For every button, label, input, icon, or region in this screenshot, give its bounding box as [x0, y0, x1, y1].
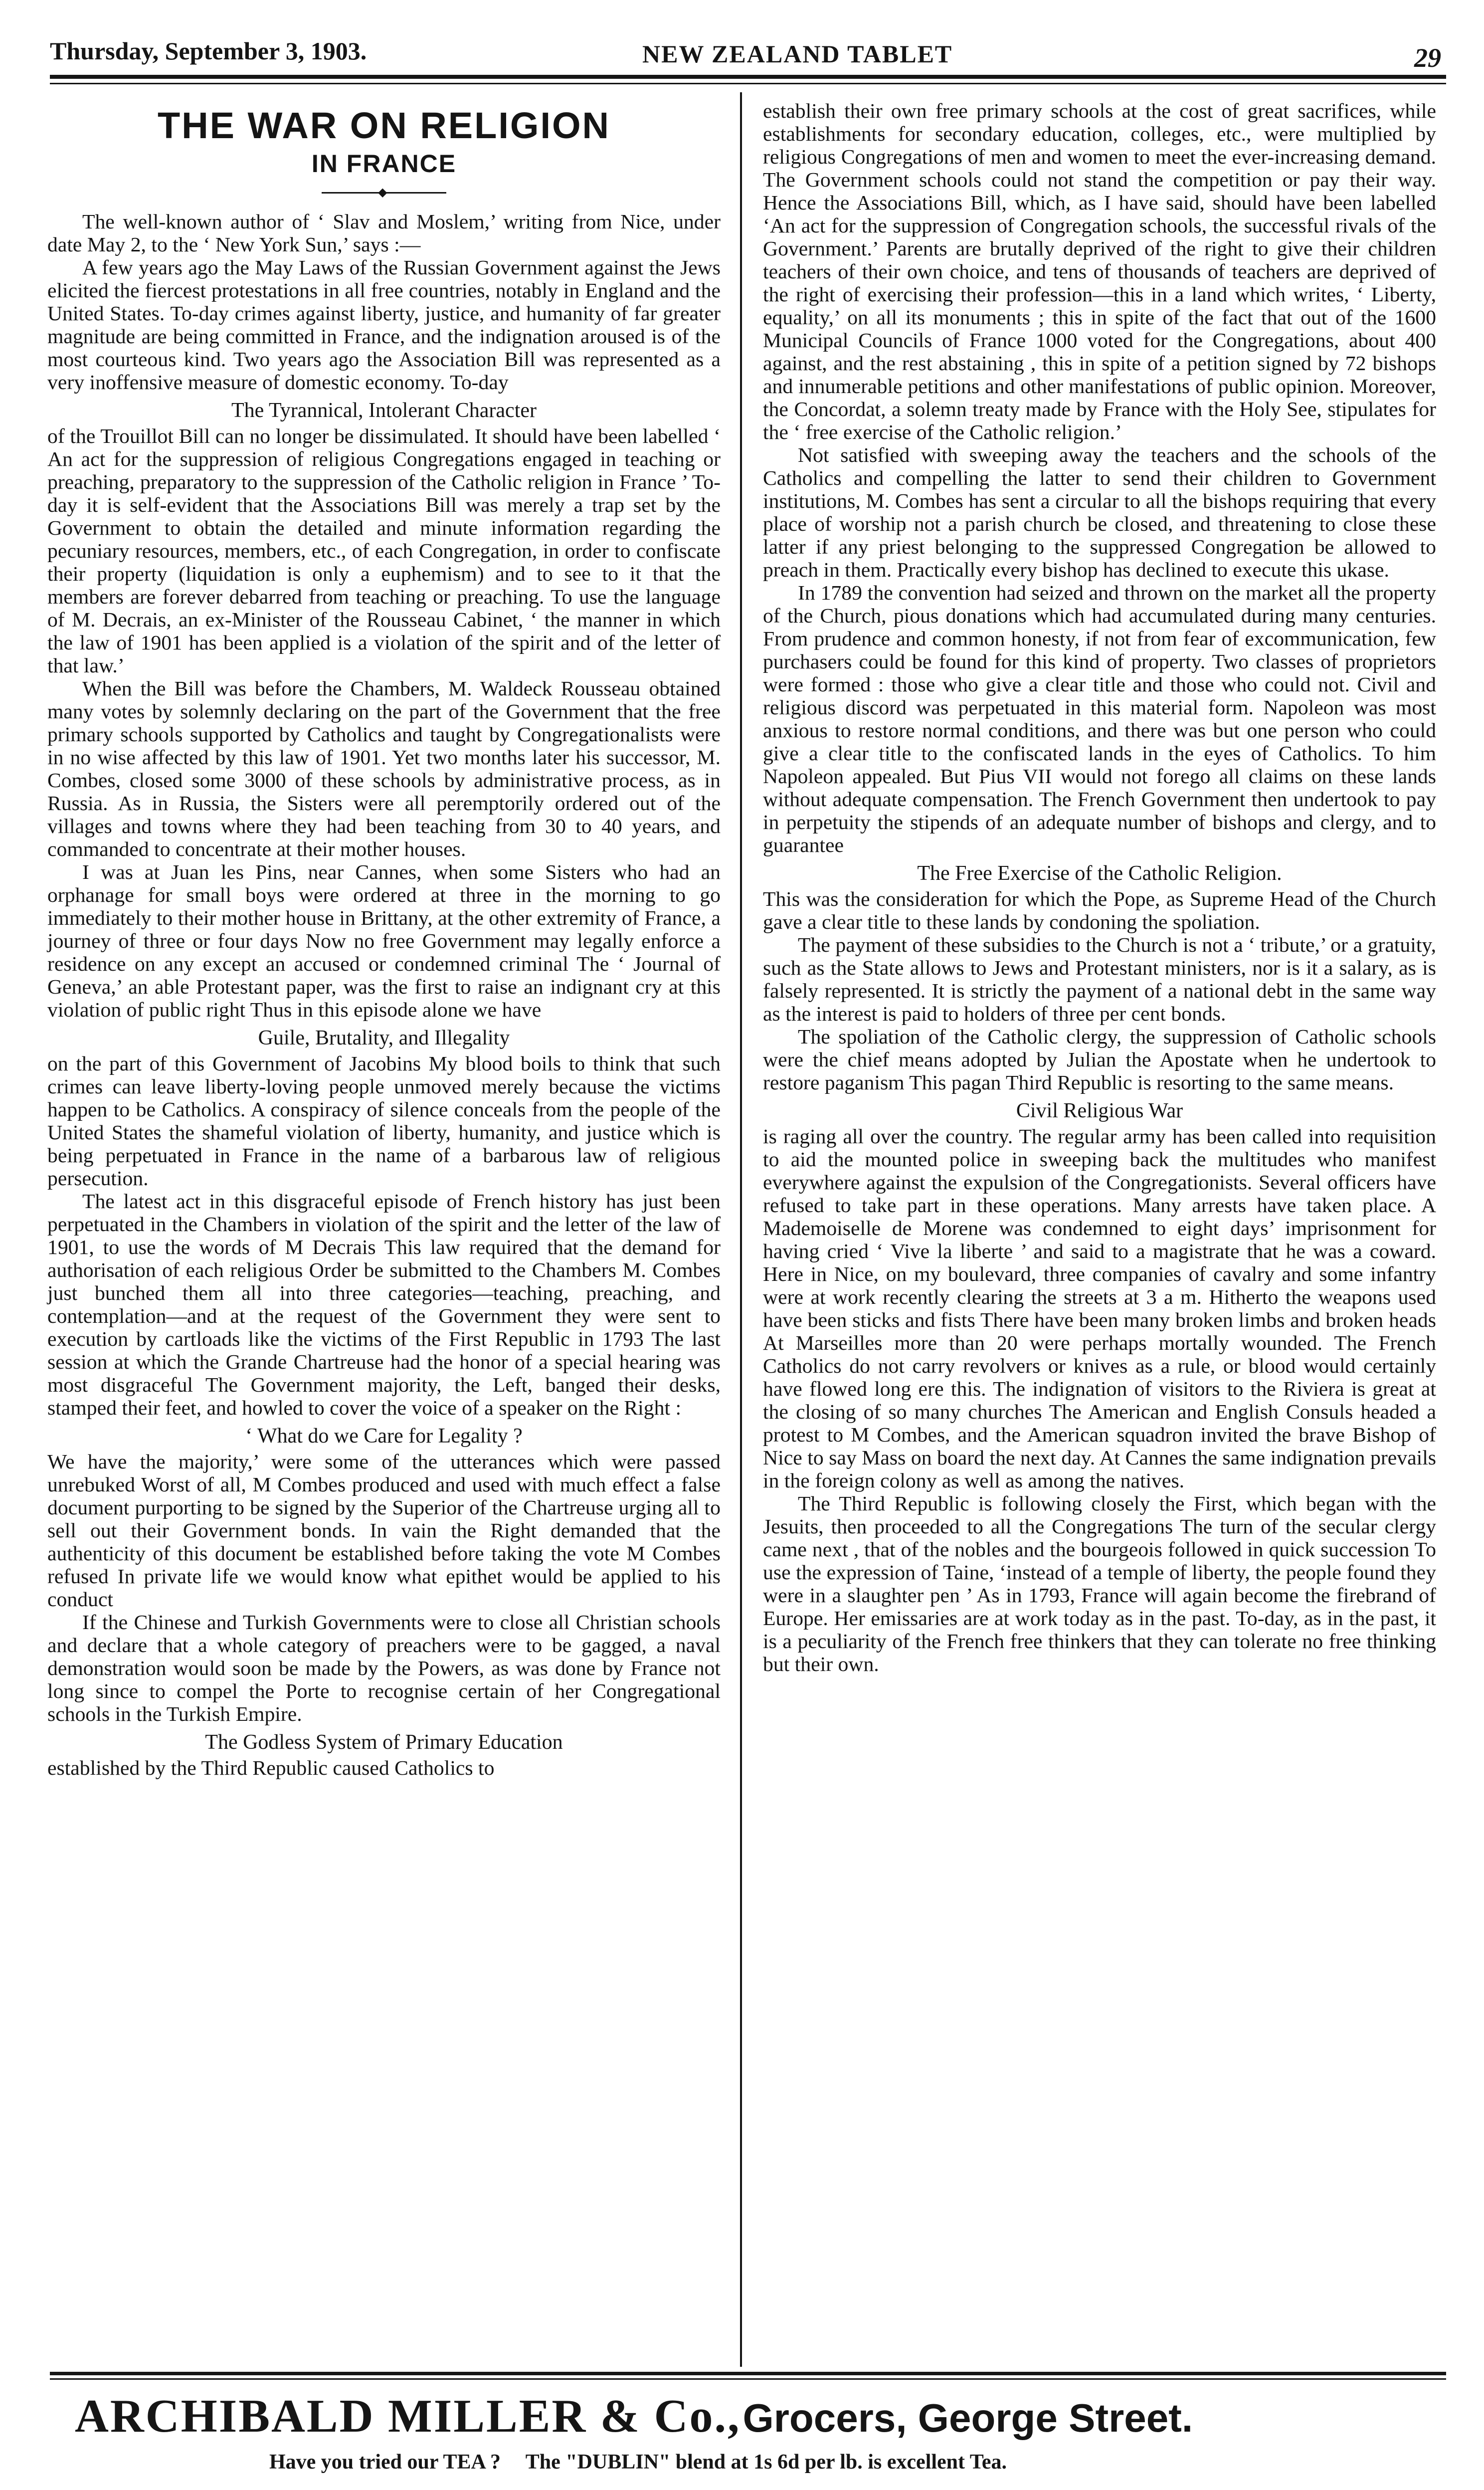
advertisement-banner: [75, 2389, 1421, 2444]
article-paragraph: The payment of these subsidies to the Church is not a ‘ tribute,’ or a gratuity, such as the State allows to Jews and Protestant ministers, nor is it a salary, as is falsely represented. It is strictly the payment of a national debt in the same way as the interest is paid to holders of three per cent bonds.: [763, 934, 1436, 1026]
article-title: THE WAR ON RELIGION: [158, 105, 610, 146]
article-paragraph: I was at Juan les Pins, near Cannes, when some Sisters who had an orphanage for small boys were ordered at three in the morning to go immediately to their mother house in Brittany, at the other extremity of France, a journey of three or four days Now no free Government may legally enforce a residence on any except an accused or condemned criminal The ‘ Journal of Geneva,’ an able Protestant paper, was the first to raise an indignant cry at this violation of public right Thus in this episode alone we have: [47, 861, 721, 1022]
advert-tagline: [269, 2450, 1027, 2474]
article-paragraph: of the Trouillot Bill can no longer be dissimulated. It should have been labelled ‘ An act for the suppression of religious Congregations engaged in teaching or preaching, preparatory to the suppression of the Catholic religion in France ’ To-day it is self-evident that the Associations Bill was merely a trap set by the Government to obtain the detailed and minute information regarding the pecuniary resources, members, etc., of each Congregation, in order to confiscate their property (liquidation is only a euphemism) and to see to it that the members are forever debarred from teaching or preaching. To use the language of M. Decrais, an ex-Minister of the Rousseau Cabinet, ‘ the manner in which the law of 1901 has been applied is a violation of the spirit and of the letter of that law.’: [47, 425, 721, 677]
article-paragraph: We have the majority,’ were some of the utterances which were passed unrebuked Worst of all, M Combes produced and used with much effect a false document purporting to be signed by the Superior of the Chartreuse urging all to sell out their Government bonds. In vain the Right demanded that the authenticity of this document be established before taking the vote M Combes refused In private life we would know what epithet would be applied to his conduct: [47, 1451, 721, 1611]
advert-rule-thin: [50, 2378, 1446, 2380]
article-paragraph: When the Bill was before the Chambers, M. Waldeck Rousseau obtained many votes by solemnly declaring on the part of the Government that the free primary schools supported by Catholics and taught by Congregationalists were in no wise affected by this law of 1901. Yet two months later his successor, M. Combes, closed some 3000 of these schools by administrative process, as in Russia. As in Russia, the Sisters were all peremptorily ordered out of the villages and towns where they had been teaching from 30 to 40 years, and commanded to concentrate at their mother houses.: [47, 677, 721, 861]
ornament-diamond-icon: ◆: [378, 186, 387, 199]
advert-rule-thick: [50, 2372, 1446, 2375]
article-paragraph: The spoliation of the Catholic clergy, the suppression of Catholic schools were the chief means adopted by Julian the Apostate when he undertook to restore paganism This pagan Third Republic is resorting to the same means.: [763, 1026, 1436, 1094]
left-column: [47, 100, 721, 1780]
article-paragraph: The Third Republic is following closely the First, which began with the Jesuits, then proceeded to all the Congregations The turn of the secular clergy came next , that of the nobles and the bourgeois followed in quick succession To use the expression of Taine, ‘instead of a temple of liberty, the people found they were in a slaughter pen ’ As in 1793, France will again become the firebrand of Europe. Her emissaries are at work today as in the past. To-day, as in the past, it is a peculiarity of the French free thinkers that they can tolerate no free thinking but their own.: [763, 1492, 1436, 1676]
section-subheading: Civil Religious War: [1016, 1099, 1183, 1122]
section-subheading: Guile, Brutality, and Illegality: [258, 1027, 510, 1049]
article-subtitle: IN FRANCE: [311, 150, 457, 178]
section-subheading: The Godless System of Primary Education: [205, 1731, 563, 1754]
masthead-rule-thick: [50, 75, 1446, 79]
article-paragraph: established by the Third Republic caused Catholics to: [47, 1757, 495, 1780]
page-number: 29: [1414, 43, 1441, 73]
title-ornament: [322, 186, 446, 199]
article-paragraph: Not satisfied with sweeping away the teachers and the schools of the Catholics and compelling the latter to send their children to Government institutions, M. Combes has sent a circular to all the bishops requiring that every place of worship not a parish church be closed, and threatening to close these latter if any priest belonging to the suppressed Congregation be allowed to preach in them. Practically every bishop has declined to execute this ukase.: [763, 444, 1436, 582]
article-paragraph: A few years ago the May Laws of the Russian Government against the Jews elicited the fiercest protestations in all free countries, notably in England and the United States. To-day crimes against liberty, justice, and humanity of far greater magnitude are being committed in France, and the indignation aroused is of the most courteous kind. Two years ago the Association Bill was represented as a very inoffensive measure of domestic economy. To-day: [47, 256, 721, 394]
section-subheading: The Tyrannical, Intolerant Character: [231, 399, 537, 422]
advert-trade-address: Grocers, George Street.: [742, 2396, 1193, 2440]
article-paragraph: In 1789 the convention had seized and thrown on the market all the property of the Church, pious donations which had accumulated during many centuries. From prudence and common honesty, if not from fear of excommunication, few purchasers could be found for this kind of property. Two classes of proprietors were formed : those who give a clear title and those who could not. Civil and religious discord was perpetuated in this material form. Napoleon was most anxious to restore normal conditions, and there was but one person who could give a clear title to the confiscated lands in the eyes of Catholics. To him Napoleon appealed. But Pius VII would not forego all claims on these lands without adequate compensation. The French Government then undertook to pay in perpetuity the stipends of an adequate number of bishops and clergy, and to guarantee: [763, 582, 1436, 857]
advert-firm-name: ARCHIBALD MILLER & Co.,: [75, 2390, 741, 2442]
article-paragraph: This was the consideration for which the Pope, as Supreme Head of the Church gave a clear title to these lands by condoning the spoliation.: [763, 888, 1436, 934]
article-paragraph: on the part of this Government of Jacobins My blood boils to think that such crimes can leave liberty-loving people unmoved merely because the victims happen to be Catholics. A conspiracy of silence conceals from the people of the United States the shameful violation of liberty, humanity, and justice which is being perpetuated in France in the name of a barbarous law of religious persecution.: [47, 1052, 721, 1190]
article-paragraph: is raging all over the country. The regular army has been called into requisition to aid the mounted police in sweeping back the multitudes who manifest everywhere against the expulsion of the Congregationists. Several officers have refused to take part in these operations. Many arrests have taken place. A Mademoiselle de Morene was condemned to eight days’ imprisonment for having cried ‘ Vive la liberte ’ and said to a magistrate that he was a coward. Here in Nice, on my boulevard, three companies of cavalry and some infantry were at work recently clearing the streets at 3 a m. Hitherto the weapons used have been sticks and fists There have been many broken limbs and broken heads At Marseilles more than 20 were perhaps mortally wounded. The French Catholics do not carry revolvers or knives as a rule, or blood would certainly have flowed long ere this. The indignation of visitors to the Riviera is great at the closing of so many churches The American and English Consuls headed a protest to M Combes, and the American squadron invited the brave Bishop of Nice to say Mass on board the next day. At Cannes the same indignation prevails in the foreign colony as well as among the natives.: [763, 1125, 1436, 1492]
article-paragraph: The well-known author of ‘ Slav and Moslem,’ writing from Nice, under date May 2, to the ‘ New York Sun,’ says :—: [47, 210, 721, 256]
masthead-rule-thin: [50, 83, 1446, 84]
article-paragraph: If the Chinese and Turkish Governments were to close all Christian schools and declare that a whole category of preachers were to be gagged, a naval demonstration would soon be made by the Powers, as was done by France not long since to compel the Porte to recognise certain of her Congregational schools in the Turkish Empire.: [47, 1611, 721, 1726]
newspaper-name: NEW ZEALAND TABLET: [642, 40, 953, 68]
right-column-text: [763, 100, 1436, 1676]
section-subheading: ‘ What do we Care for Legality ?: [245, 1425, 523, 1448]
section-subheading: The Free Exercise of the Catholic Religion.: [917, 862, 1282, 885]
left-column-text: [47, 210, 721, 1780]
issue-date: Thursday, September 3, 1903.: [50, 37, 367, 65]
column-divider: [740, 92, 742, 2367]
right-column: [763, 100, 1436, 1676]
advert-dublin-blend: The "DUBLIN" blend at 1s 6d per lb. is excellent Tea.: [525, 2451, 1007, 2474]
article-paragraph: The latest act in this disgraceful episode of French history has just been perpetuated in the Chambers in violation of the spirit and the letter of the law of 1901, to use the words of M Decrais This law required that the demand for authorisation of each religious Order be submitted to the Chambers M. Combes just bunched them all into three categories—teaching, preaching, and contemplation—and at the request of the Government they were sent to execution by cartloads like the victims of the First Republic in 1793 The last session at which the Grande Chartreuse had the honor of a special hearing was most disgraceful The Government majority, the Left, banged their desks, stamped their feet, and howled to cover the voice of a speaker on the Right :: [47, 1190, 721, 1420]
advert-tea-question: Have you tried our TEA ?: [269, 2451, 501, 2474]
article-paragraph: establish their own free primary schools at the cost of great sacrifices, while establishments for secondary education, colleges, etc., were multiplied by religious Congregations of men and women to meet the ever-increasing demand. The Government schools could not stand the competition or pay their way. Hence the Associations Bill, which, as I have said, should have been labelled ‘An act for the suppression of Congregation schools, the successful rivals of the Government.’ Parents are brutally deprived of the right to give their children teachers of their own choice, and tens of thousands of teachers are deprived of the right of exercising their profession—this in a land which writes, ‘ Liberty, equality,’ on all its monuments ; this in spite of the fact that out of the 1600 Municipal Councils of France 1000 voted for the Congregations, about 400 against, and the rest abstaining , this in spite of a petition signed by 72 bishops and innumerable petitions and other manifestations of public opinion. Moreover, the Concordat, a solemn treaty made by France with the Holy See, stipulates for the ‘ free exercise of the Catholic religion.’: [763, 100, 1436, 444]
